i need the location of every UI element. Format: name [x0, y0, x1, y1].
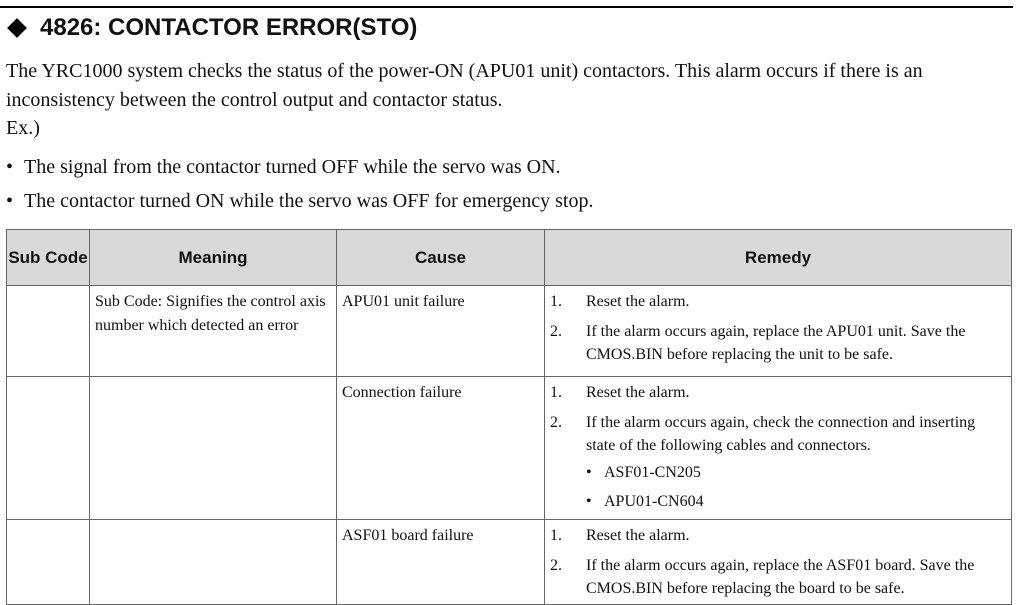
- table-header-row: [7, 230, 1012, 286]
- step-text: [586, 411, 1006, 515]
- remedy-cell: [545, 286, 1012, 377]
- cause-cell: ASF01 board failure: [337, 520, 545, 605]
- alarm-table: [6, 229, 1012, 605]
- bullet-dot-icon: •: [6, 155, 14, 178]
- section-heading: [6, 10, 417, 46]
- diamond-bullet-icon: [7, 18, 27, 38]
- table-row: [7, 286, 1012, 377]
- example-label: Ex.): [6, 117, 40, 139]
- intro-text: The YRC1000 system checks the status of the power-ON (APU01 unit) contactors. This alarm occurs if there is an inconsistency between the control output and contactor status.: [6, 60, 923, 111]
- bullet-dot-icon: •: [586, 493, 592, 510]
- remedy-cell: [545, 520, 1012, 605]
- table-row: [7, 377, 1012, 520]
- step-number: 2.: [550, 323, 562, 340]
- bullet-dot-icon: •: [586, 464, 592, 481]
- remedy-step: [550, 554, 1006, 600]
- intro-paragraph: [6, 57, 1006, 143]
- remedy-step: [550, 411, 1006, 515]
- step-text-main: If the alarm occurs again, check the connection and inserting state of the following cables and connectors.: [586, 414, 976, 454]
- meaning-cell: [90, 377, 337, 520]
- connector-item: [586, 459, 1006, 486]
- step-number: 2.: [550, 557, 562, 574]
- step-number: 2.: [550, 414, 562, 431]
- meaning-cell: [90, 520, 337, 605]
- remedy-step: [550, 524, 1006, 548]
- header-sub-code: Sub Code: [7, 230, 90, 286]
- step-number: 1.: [550, 384, 562, 401]
- step-text: If the alarm occurs again, replace the ASF01 board. Save the CMOS.BIN before replacing the board to be safe.: [586, 557, 975, 597]
- remedy-step: [550, 320, 1006, 366]
- step-number: 1.: [550, 293, 562, 310]
- example-list: [6, 150, 593, 218]
- header-remedy: Remedy: [545, 230, 1012, 286]
- sub-code-cell: [7, 286, 90, 377]
- bullet-dot-icon: •: [6, 189, 14, 212]
- header-meaning: Meaning: [90, 230, 337, 286]
- table-row: [7, 520, 1012, 605]
- list-item: [6, 184, 593, 218]
- step-text: Reset the alarm.: [586, 293, 690, 310]
- sub-code-cell: [7, 520, 90, 605]
- remedy-step: [550, 290, 1006, 314]
- example-text: The signal from the contactor turned OFF while the servo was ON.: [24, 155, 561, 178]
- cause-cell: Connection failure: [337, 377, 545, 520]
- step-number: 1.: [550, 527, 562, 544]
- sub-code-cell: [7, 377, 90, 520]
- remedy-step: [550, 381, 1006, 405]
- step-text: Reset the alarm.: [586, 384, 690, 401]
- meaning-cell: Sub Code: Signifies the control axis number which detected an error: [90, 286, 337, 377]
- step-text: Reset the alarm.: [586, 527, 690, 544]
- top-rule: [0, 6, 1013, 8]
- header-cause: Cause: [337, 230, 545, 286]
- step-text: If the alarm occurs again, replace the APU01 unit. Save the CMOS.BIN before replacing the unit to be safe.: [586, 323, 966, 363]
- remedy-cell: [545, 377, 1012, 520]
- list-item: [6, 150, 593, 184]
- connector-item: [586, 488, 1006, 515]
- connector-name: ASF01-CN205: [604, 464, 701, 481]
- connector-name: APU01-CN604: [604, 493, 704, 510]
- example-text: The contactor turned ON while the servo was OFF for emergency stop.: [24, 189, 594, 212]
- section-title: 4826: CONTACTOR ERROR(STO): [40, 14, 418, 41]
- cause-cell: APU01 unit failure: [337, 286, 545, 377]
